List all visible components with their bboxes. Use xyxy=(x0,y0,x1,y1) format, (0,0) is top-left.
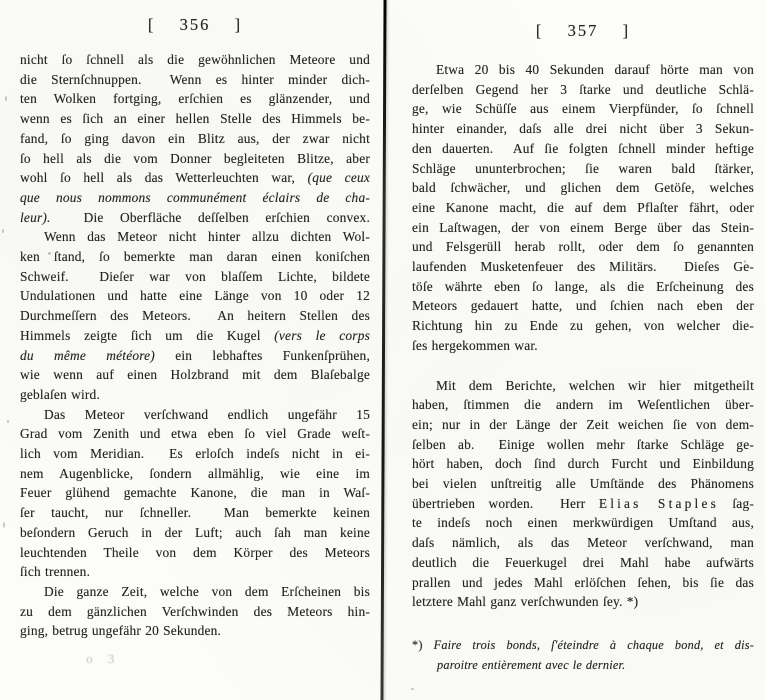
text-segment: ein lebhaftes Funkenſprühen, xyxy=(154,347,370,363)
text-line xyxy=(20,227,370,247)
text-segment: ſag- xyxy=(719,495,754,511)
text-segment: haben, ſtimmen die andern im Weſentlichen über- xyxy=(412,397,754,413)
text-segment: Die Oberfläche deſſelben erſchien convex. xyxy=(50,209,370,225)
text-segment: hört haben, doch ſind durch Furcht und Einbildung xyxy=(412,456,754,472)
text-line xyxy=(412,277,754,297)
page-left xyxy=(20,14,370,667)
text-segment: hinter einander, daſs alle drei nicht über 3 Sekun- xyxy=(412,121,754,137)
text-line xyxy=(20,267,370,287)
text-segment: derſelben Gegend her 3 ſtarke und deutliche Schlä- xyxy=(412,81,754,97)
page-number-right: [ 357 ] xyxy=(535,21,631,40)
text-segment: ſelben ab. Einige wollen mehr ſtarke Schläge ge- xyxy=(412,436,754,452)
text-line xyxy=(412,435,754,455)
text-line xyxy=(20,247,370,267)
text-line xyxy=(412,636,754,656)
italic-text-segment: leur). xyxy=(20,209,51,225)
text-segment: geblaſen wird. xyxy=(20,386,100,402)
text-line xyxy=(412,237,754,257)
text-segment: Feuer glühend gemachte Kanone, die man in Waſ- xyxy=(20,485,370,501)
text-segment: te indeſs noch einen merkwürdigen Umſtand aus, xyxy=(412,515,754,531)
text-line xyxy=(20,50,370,70)
text-segment: Etwa 20 bis 40 Sekunden darauf hörte man von xyxy=(436,62,754,77)
italic-text-segment: que nous nommons communément éclairs de cha- xyxy=(20,189,370,205)
text-segment: Richtung hin zu Ende zu gehen, von welcher die- xyxy=(412,318,754,334)
scan-speck xyxy=(3,522,5,528)
text-line xyxy=(412,99,754,119)
footnote xyxy=(412,636,754,675)
text-line xyxy=(20,385,370,405)
text-segment: wohl ſo hell als das Wetterleuchten war, xyxy=(20,170,308,186)
paragraph xyxy=(412,60,754,356)
text-segment: ſer taucht, nur ſchneller. Man bemerkte keinen xyxy=(20,505,370,521)
text-segment: leuchtenden Theile von dem Körper des Meteors xyxy=(20,544,370,560)
paragraph xyxy=(20,227,370,404)
signature-mark: o 3 xyxy=(86,651,121,667)
paragraph xyxy=(20,582,370,641)
text-segment: eine Kanone macht, die auf dem Pflaſter fährt, oder xyxy=(412,199,754,215)
text-segment: ging, betrug ungefähr 20 Sekunden. xyxy=(20,623,222,639)
text-segment: nem Augenblicke, ſondern allmählig, wie eine im xyxy=(20,465,370,481)
text-segment: bald ſchwächer, und glichen dem Getöſe, welches xyxy=(412,180,754,196)
text-line xyxy=(412,198,754,218)
text-line xyxy=(20,464,370,484)
text-line xyxy=(20,188,370,208)
text-line xyxy=(20,602,370,622)
text-segment: und Felsgerüll herab rollt, oder dem ſo genannten xyxy=(412,239,754,255)
text-segment: ſes hergekommen war. xyxy=(412,337,538,353)
text-line xyxy=(412,395,754,415)
text-line xyxy=(412,139,754,159)
text-line xyxy=(412,474,754,494)
text-segment: Undulationen und hatte eine Länge von 10 oder 12 xyxy=(20,288,370,304)
text-line xyxy=(20,365,370,385)
text-line xyxy=(20,109,370,129)
italic-text-segment: (que ceux xyxy=(307,170,371,186)
text-segment: Mit dem Berichte, welchen wir hier mitgetheilt xyxy=(436,377,754,393)
text-line xyxy=(412,573,754,593)
text-line xyxy=(20,444,370,464)
text-line xyxy=(20,149,370,169)
scan-speck xyxy=(5,96,7,101)
text-line xyxy=(412,513,754,533)
text-line xyxy=(412,159,754,179)
text-segment: Schweif. Dieſer war von blaſſem Lichte, bildete xyxy=(20,268,370,284)
text-line xyxy=(20,562,370,582)
page-left-text xyxy=(20,50,370,641)
text-segment: die Sternſchnuppen. Wenn es hinter minder dich- xyxy=(20,71,370,87)
italic-text-segment: du même météore) xyxy=(20,347,155,363)
page-right xyxy=(412,20,754,675)
text-line xyxy=(412,257,754,277)
text-line xyxy=(412,454,754,474)
text-segment: ein Laſtwagen, der von einem Berge über das Stein- xyxy=(412,219,754,235)
text-segment: nicht ſo ſchnell als die gewöhnlichen Meteore und xyxy=(20,52,370,67)
text-line xyxy=(20,621,370,641)
italic-text-segment: Faire trois bonds, ſ'éteindre à chaque bond, et dis- xyxy=(433,637,754,652)
text-segment: wie wenn auf einen Holzbrand mit dem Blaſebalge xyxy=(20,367,370,383)
text-segment: ſich trennen. xyxy=(20,564,91,580)
text-segment: Durchmeſſern des Meteors. An heitern Stellen des xyxy=(20,308,370,324)
text-segment: beſondern Geruch in der Luft; auch ſah man keine xyxy=(20,524,370,540)
text-line xyxy=(20,523,370,543)
text-segment: prallen und jedes Mahl erlöſchen ſehen, bis ſie das xyxy=(412,574,754,590)
text-segment: daſs nämlich, als das Meteor verſchwand, man xyxy=(412,535,754,551)
italic-text-segment: (vers le corps xyxy=(274,327,371,343)
text-line xyxy=(412,296,754,316)
text-segment: bei vielen unſtreitig alle Umſtände des Phänomens xyxy=(412,476,754,492)
text-segment: töſe währte eben ſo lange, als die Erſcheinung des xyxy=(412,278,754,294)
text-line xyxy=(20,483,370,503)
text-segment: zu dem gänzlichen Verſchwinden des Meteors hin- xyxy=(20,603,370,619)
text-line xyxy=(20,129,370,149)
scan-speck xyxy=(2,229,4,233)
text-segment: Grad vom Zenith und etwa eben ſo viel Grade weſt- xyxy=(20,426,370,442)
text-segment: übertrieben worden. Herr xyxy=(412,495,599,511)
paragraph xyxy=(412,376,754,612)
text-segment: lich vom Meridian. Es erloſch indeſs nicht in ei- xyxy=(20,446,370,462)
text-line xyxy=(412,415,754,435)
text-line xyxy=(20,286,370,306)
text-segment: Schläge ununterbrochen; ſie waren bald ſtärker, xyxy=(412,160,754,176)
text-line xyxy=(412,553,754,573)
text-line xyxy=(412,533,754,553)
page-number-left: [ 356 ] xyxy=(147,15,243,34)
text-segment: Die ganze Zeit, welche von dem Erſcheinen bis xyxy=(44,583,370,599)
text-line xyxy=(412,119,754,139)
text-line xyxy=(20,503,370,523)
text-line xyxy=(412,376,754,396)
text-line xyxy=(412,60,754,80)
text-segment: wenn es ſich an einer hellen Stelle des Himmels be- xyxy=(20,111,370,127)
text-segment: deutlich die Feuerkugel drei Mahl habe aufwärts xyxy=(412,554,754,570)
text-line xyxy=(20,70,370,90)
text-line xyxy=(20,405,370,425)
text-line xyxy=(20,89,370,109)
text-line xyxy=(412,218,754,238)
text-segment: ken ſtand, ſo bemerkte man daran einen koniſchen xyxy=(20,249,370,265)
text-segment: Wenn das Meteor nicht hinter allzu dichten Wol- xyxy=(44,229,370,245)
text-line xyxy=(20,582,370,602)
text-segment: ten Wolken fortging, erſchien es glänzender, und xyxy=(20,91,370,107)
text-line xyxy=(412,178,754,198)
text-line xyxy=(412,316,754,336)
page-right-text xyxy=(412,60,754,612)
text-segment: ein; nur in der Länge der Zeit weichen ſie von dem- xyxy=(412,416,754,432)
text-line xyxy=(20,168,370,188)
italic-text-segment: paroitre entièrement avec le dernier. xyxy=(437,657,626,672)
text-segment: Meteors gedauert hatte, und ſchien nach eben der xyxy=(412,298,754,314)
text-line xyxy=(20,306,370,326)
text-segment: fand, ſo ging davon ein Blitz aus, der zwar nicht xyxy=(20,130,370,146)
text-segment: laufenden Musketenfeuer des Militärs. Dieſes Ge- xyxy=(412,259,754,275)
text-segment: den dauerten. Auf ſie folgten ſchnell minder heftige xyxy=(412,140,754,156)
scan-speck xyxy=(7,420,9,423)
text-line xyxy=(412,592,754,612)
text-line xyxy=(20,424,370,444)
text-segment: Himmels zeigte ſich um die Kugel xyxy=(20,327,275,343)
paragraph xyxy=(20,50,370,227)
text-line xyxy=(20,326,370,346)
text-line xyxy=(412,336,754,356)
text-segment: ſo hell als die vom Donner begleiteten Blitze, aber xyxy=(20,150,370,166)
text-segment: letztere Mahl ganz verſchwunden ſey. *) xyxy=(412,594,639,610)
text-line xyxy=(412,494,754,514)
scan-speck xyxy=(411,688,414,690)
text-line xyxy=(412,80,754,100)
text-line xyxy=(20,208,370,228)
text-line xyxy=(20,346,370,366)
text-segment: ge, wie Schüſſe aus einem Vierpfünder, ſo ſchnell xyxy=(412,101,754,117)
text-segment: Das Meteor verſchwand endlich ungefähr 15 xyxy=(44,406,370,422)
footnote-marker: *) xyxy=(412,637,434,652)
book-gutter-line xyxy=(380,0,386,700)
text-line xyxy=(20,543,370,563)
letterspaced-name: Elias Staples xyxy=(598,495,720,511)
paragraph xyxy=(20,405,370,582)
text-line xyxy=(412,656,754,676)
